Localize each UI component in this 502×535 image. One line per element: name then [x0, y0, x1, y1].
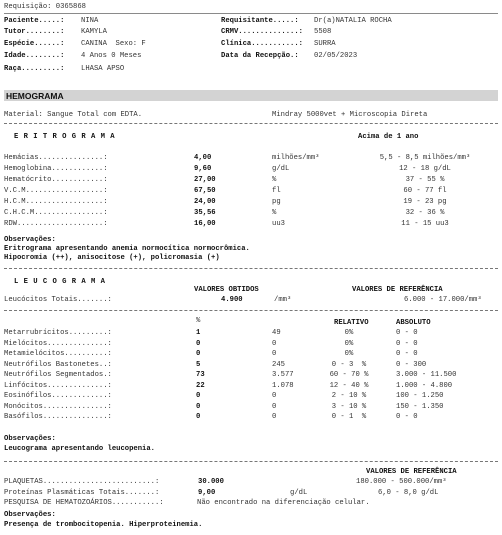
leucograma-row-absolute: 0	[272, 392, 277, 400]
leucograma-row-relative-ref: 0%	[344, 350, 354, 358]
divider	[4, 310, 498, 311]
eritrograma-row-value: 24,00	[194, 198, 216, 206]
eritrograma-row-value: 16,00	[194, 220, 216, 228]
eritrograma-row-unit: pg	[272, 198, 281, 206]
leucograma-row-percent: 0	[196, 340, 201, 348]
breed-value: LHASA APSO	[81, 65, 125, 73]
eritrograma-row-ref: 5,5 - 8,5 milhões/mm³	[379, 154, 471, 162]
leucograma-row-label: Monócitos...............:	[4, 403, 112, 411]
eritrograma-row-unit: milhões/mm³	[272, 154, 320, 162]
eritrograma-row-value: 9,60	[194, 165, 212, 173]
eritrograma-row-unit: g/dL	[272, 165, 290, 173]
leukocytes-total-unit: /mm³	[274, 296, 292, 304]
eritrograma-obs-label: Observações:	[4, 236, 56, 244]
reception-date-value: 02/05/2023	[314, 52, 358, 60]
eritrograma-obs-line2: Hipocromia (++), anisocitose (+), policromasia (+)	[4, 254, 220, 262]
age-label: Idade........:	[4, 52, 65, 60]
eritrograma-row-label: Hemoglobina............:	[4, 165, 108, 173]
leucograma-row-percent: 5	[196, 361, 201, 369]
leucograma-row-absolute: 1.078	[272, 382, 294, 390]
leucograma-row-absolute-ref: 0 - 0	[396, 350, 418, 358]
divider	[4, 123, 498, 124]
plaquetas-ref-header: VALORES DE REFERÊNCIA	[366, 468, 457, 476]
leucograma-row-absolute: 0	[272, 340, 277, 348]
leukocytes-total-value: 4.900	[221, 296, 243, 304]
leucograma-row-percent: 0	[196, 392, 201, 400]
plaquetas-obs-line1: Presença de trombocitopenia. Hiperproteinemia.	[4, 521, 203, 529]
species-label: Espécie......:	[4, 40, 65, 48]
section-header-bar	[4, 90, 498, 101]
eritrograma-row-label: H.C.M..................:	[4, 198, 108, 206]
leucograma-row-percent: 0	[196, 403, 201, 411]
leucograma-row-label: Metamielócitos..........:	[4, 350, 112, 358]
leucograma-row-absolute-ref: 0 - 0	[396, 340, 418, 348]
patient-name: NINA	[81, 17, 99, 25]
leukocytes-total-ref: 6.000 - 17.000/mm³	[404, 296, 482, 304]
leucograma-row-absolute: 245	[272, 361, 285, 369]
leucograma-row-label: Linfócitos..............:	[4, 382, 112, 390]
leucograma-row-relative-ref: 0%	[344, 340, 354, 348]
platelets-value: 30.000	[198, 478, 224, 486]
leucograma-row-label: Basófilos...............:	[4, 413, 112, 421]
percent-header: %	[196, 317, 201, 325]
clinic-value: SURRA	[314, 40, 336, 48]
leucograma-row-relative-ref: 0 - 1 %	[331, 413, 367, 421]
section-title: HEMOGRAMA	[6, 91, 64, 101]
eritrograma-row-unit: %	[272, 209, 277, 217]
leucograma-row-absolute-ref: 0 - 0	[396, 329, 418, 337]
eritrograma-row-value: 35,56	[194, 209, 216, 217]
eritrograma-obs-line1: Eritrograma apresentando anemia normocítica normocrômica.	[4, 245, 250, 253]
platelets-ref: 180.000 - 500.000/mm³	[356, 478, 447, 486]
requisition-number: Requisição: 0365868	[4, 3, 86, 11]
eritrograma-row-ref: 32 - 36 %	[405, 209, 445, 217]
eritrograma-row-ref: 60 - 77 fl	[403, 187, 447, 195]
absoluto-header: ABSOLUTO	[396, 319, 431, 327]
eritrograma-row-label: Hemácias...............:	[4, 154, 108, 162]
eritrograma-ref-header: Acima de 1 ano	[358, 133, 419, 141]
leucograma-row-absolute: 3.577	[272, 371, 294, 379]
eritrograma-row-label: RDW....................:	[4, 220, 108, 228]
leucograma-row-relative-ref: 12 - 40 %	[329, 382, 369, 390]
leucograma-row-absolute-ref: 0 - 0	[396, 413, 418, 421]
species-value: CANINA Sexo: F	[81, 40, 146, 48]
material-text: Material: Sangue Total com EDTA.	[4, 111, 143, 119]
plaquetas-obs-label: Observações:	[4, 511, 56, 519]
protein-label: Proteínas Plasmáticas Totais.......:	[4, 489, 160, 497]
clinic-label: Clínica...........:	[221, 40, 303, 48]
leucograma-row-percent: 22	[196, 382, 205, 390]
hematozoa-value: Não encontrado na diferenciação celular.	[197, 499, 370, 507]
leucograma-row-absolute-ref: 3.000 - 11.500	[396, 371, 457, 379]
leucograma-row-relative-ref: 60 - 70 %	[329, 371, 369, 379]
eritrograma-row-label: C.H.C.M................:	[4, 209, 108, 217]
leucograma-row-absolute: 0	[272, 403, 277, 411]
leucograma-row-label: Mielócitos..............:	[4, 340, 112, 348]
leucograma-obs-line1: Leucograma apresentando leucopenia.	[4, 445, 155, 453]
platelets-label: PLAQUETAS..........................:	[4, 478, 160, 486]
divider	[4, 13, 498, 14]
patient-label: Paciente.....:	[4, 17, 65, 25]
protein-value: 9,00	[198, 489, 216, 497]
leucograma-row-absolute-ref: 1.000 - 4.800	[396, 382, 453, 390]
eritrograma-row-value: 27,00	[194, 176, 216, 184]
leucograma-row-relative-ref: 0%	[344, 329, 354, 337]
leucograma-row-label: Eosinófilos.............:	[4, 392, 112, 400]
valores-referencia-header: VALORES DE REFERÊNCIA	[352, 286, 443, 294]
protein-unit: g/dL	[290, 489, 308, 497]
leucograma-row-absolute-ref: 100 - 1.250	[396, 392, 444, 400]
leucograma-row-absolute: 49	[272, 329, 281, 337]
relativo-header: RELATIVO	[334, 319, 369, 327]
leucograma-title: L E U C O G R A M A	[14, 278, 106, 286]
valores-obtidos-header: VALORES OBTIDOS	[194, 286, 259, 294]
leucograma-row-percent: 73	[196, 371, 205, 379]
leucograma-row-absolute: 0	[272, 413, 277, 421]
age-value: 4 Anos 0 Meses	[81, 52, 142, 60]
eritrograma-row-value: 4,00	[194, 154, 212, 162]
leucograma-row-relative-ref: 0 - 3 %	[331, 361, 367, 369]
leucograma-row-absolute-ref: 150 - 1.350	[396, 403, 444, 411]
reception-date-label: Data da Recepção.:	[221, 52, 299, 60]
leucograma-row-relative-ref: 3 - 10 %	[331, 403, 367, 411]
leukocytes-total-label: Leucócitos Totais.......:	[4, 296, 112, 304]
eritrograma-row-ref: 12 - 18 g/dL	[399, 165, 451, 173]
leucograma-row-relative-ref: 2 - 10 %	[331, 392, 367, 400]
eritrograma-title: E R I T R O G R A M A	[14, 133, 116, 141]
eritrograma-row-unit: uu3	[272, 220, 285, 228]
eritrograma-row-unit: fl	[272, 187, 281, 195]
hematozoa-label: PESQUISA DE HEMATOZOÁRIOS...........:	[4, 499, 164, 507]
eritrograma-row-value: 67,50	[194, 187, 216, 195]
tutor-name: KAMYLA	[81, 28, 107, 36]
tutor-label: Tutor........:	[4, 28, 65, 36]
requester-value: Dr(a)NATALIA ROCHA	[314, 17, 392, 25]
breed-label: Raça.........:	[4, 65, 65, 73]
crmv-value: 5508	[314, 28, 332, 36]
leucograma-row-absolute-ref: 0 - 300	[396, 361, 427, 369]
leucograma-row-absolute: 0	[272, 350, 277, 358]
leucograma-row-percent: 0	[196, 350, 201, 358]
eritrograma-row-label: V.C.M..................:	[4, 187, 108, 195]
eritrograma-row-ref: 37 - 55 %	[405, 176, 445, 184]
eritrograma-row-ref: 11 - 15 uu3	[401, 220, 449, 228]
leucograma-row-label: Neutrófilos Bastonetes..:	[4, 361, 112, 369]
leucograma-row-label: Metarrubrícitos.........:	[4, 329, 112, 337]
protein-ref: 6,0 - 8,0 g/dL	[378, 489, 439, 497]
divider	[4, 268, 498, 269]
method-text: Mindray 5000vet + Microscopia Direta	[272, 111, 428, 119]
eritrograma-row-label: Hematócrito............:	[4, 176, 108, 184]
requester-label: Requisitante.....:	[221, 17, 299, 25]
leucograma-row-percent: 0	[196, 413, 201, 421]
eritrograma-row-unit: %	[272, 176, 277, 184]
eritrograma-row-ref: 19 - 23 pg	[403, 198, 447, 206]
leucograma-obs-label: Observações:	[4, 435, 56, 443]
crmv-label: CRMV..............:	[221, 28, 303, 36]
divider	[4, 461, 498, 462]
leucograma-row-percent: 1	[196, 329, 201, 337]
leucograma-row-label: Neutrófilos Segmentados.:	[4, 371, 112, 379]
